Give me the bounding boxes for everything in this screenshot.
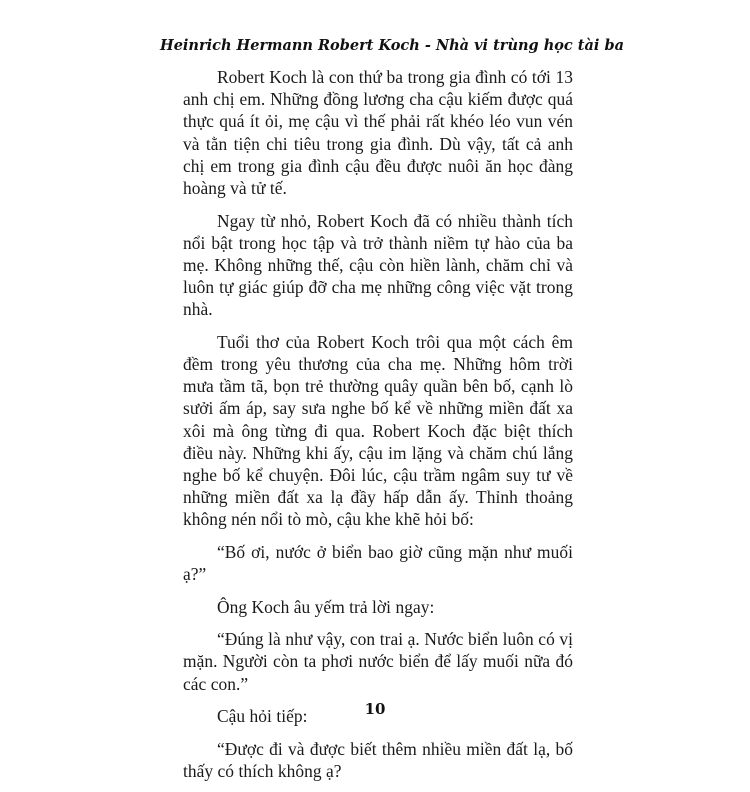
paragraph: Tuổi thơ của Robert Koch trôi qua một cách êm đềm trong yêu thương của cha mẹ. Những hôm trời mưa tầm tã, bọn trẻ thường quây quần bên bố, cạnh lò sưởi ấm áp, say sưa nghe bố kể về những miền đất xa xôi mà ông từng đi qua. Robert Koch đặc biệt thích điều này. Những khi ấy, cậu im lặng và chăm chú lắng nghe bố kể chuyện. Đôi lúc, cậu trầm ngâm suy tư về những miền đất xa lạ đầy hấp dẫn ấy. Thỉnh thoảng không nén nổi tò mò, cậu khe khẽ hỏi bố: [183, 331, 573, 530]
dialogue-line: “Đúng là như vậy, con trai ạ. Nước biển luôn có vị mặn. Người còn ta phơi nước biển để lấy muối nữa đó các con.” [183, 629, 573, 694]
paragraph: Ông Koch âu yếm trả lời ngay: [217, 596, 435, 617]
dialogue-line: “Được đi và được biết thêm nhiều miền đất lạ, bố thấy có thích không ạ? [183, 738, 573, 781]
page-number: 10 [364, 700, 386, 718]
paragraph: Robert Koch là con thứ ba trong gia đình có tới 13 anh chị em. Những đồng lương cha cậu kiếm được quá thực quá ít ỏi, mẹ cậu vì thế phải rất khéo léo vun vén và tằn tiện chi tiêu trong gia đình. Dù vậy, tất cả anh chị em trong gia đình cậu đều được nuôi ăn học đàng hoàng và tử tế. [183, 67, 573, 199]
body-text [183, 66, 573, 792]
paragraph: Ngay từ nhỏ, Robert Koch đã có nhiều thành tích nổi bật trong học tập và trở thành niềm tự hào của ba mẹ. Không những thế, cậu còn hiền lành, chăm chỉ và luôn tự giác giúp đỡ cha mẹ những công việc vặt trong nhà. [183, 210, 573, 320]
running-header: Heinrich Hermann Robert Koch - Nhà vi trùng học tài ba [160, 37, 624, 54]
dialogue-line: “Bố ơi, nước ở biển bao giờ cũng mặn như muối ạ?” [183, 541, 573, 585]
paragraph: Cậu hỏi tiếp: [217, 706, 308, 727]
